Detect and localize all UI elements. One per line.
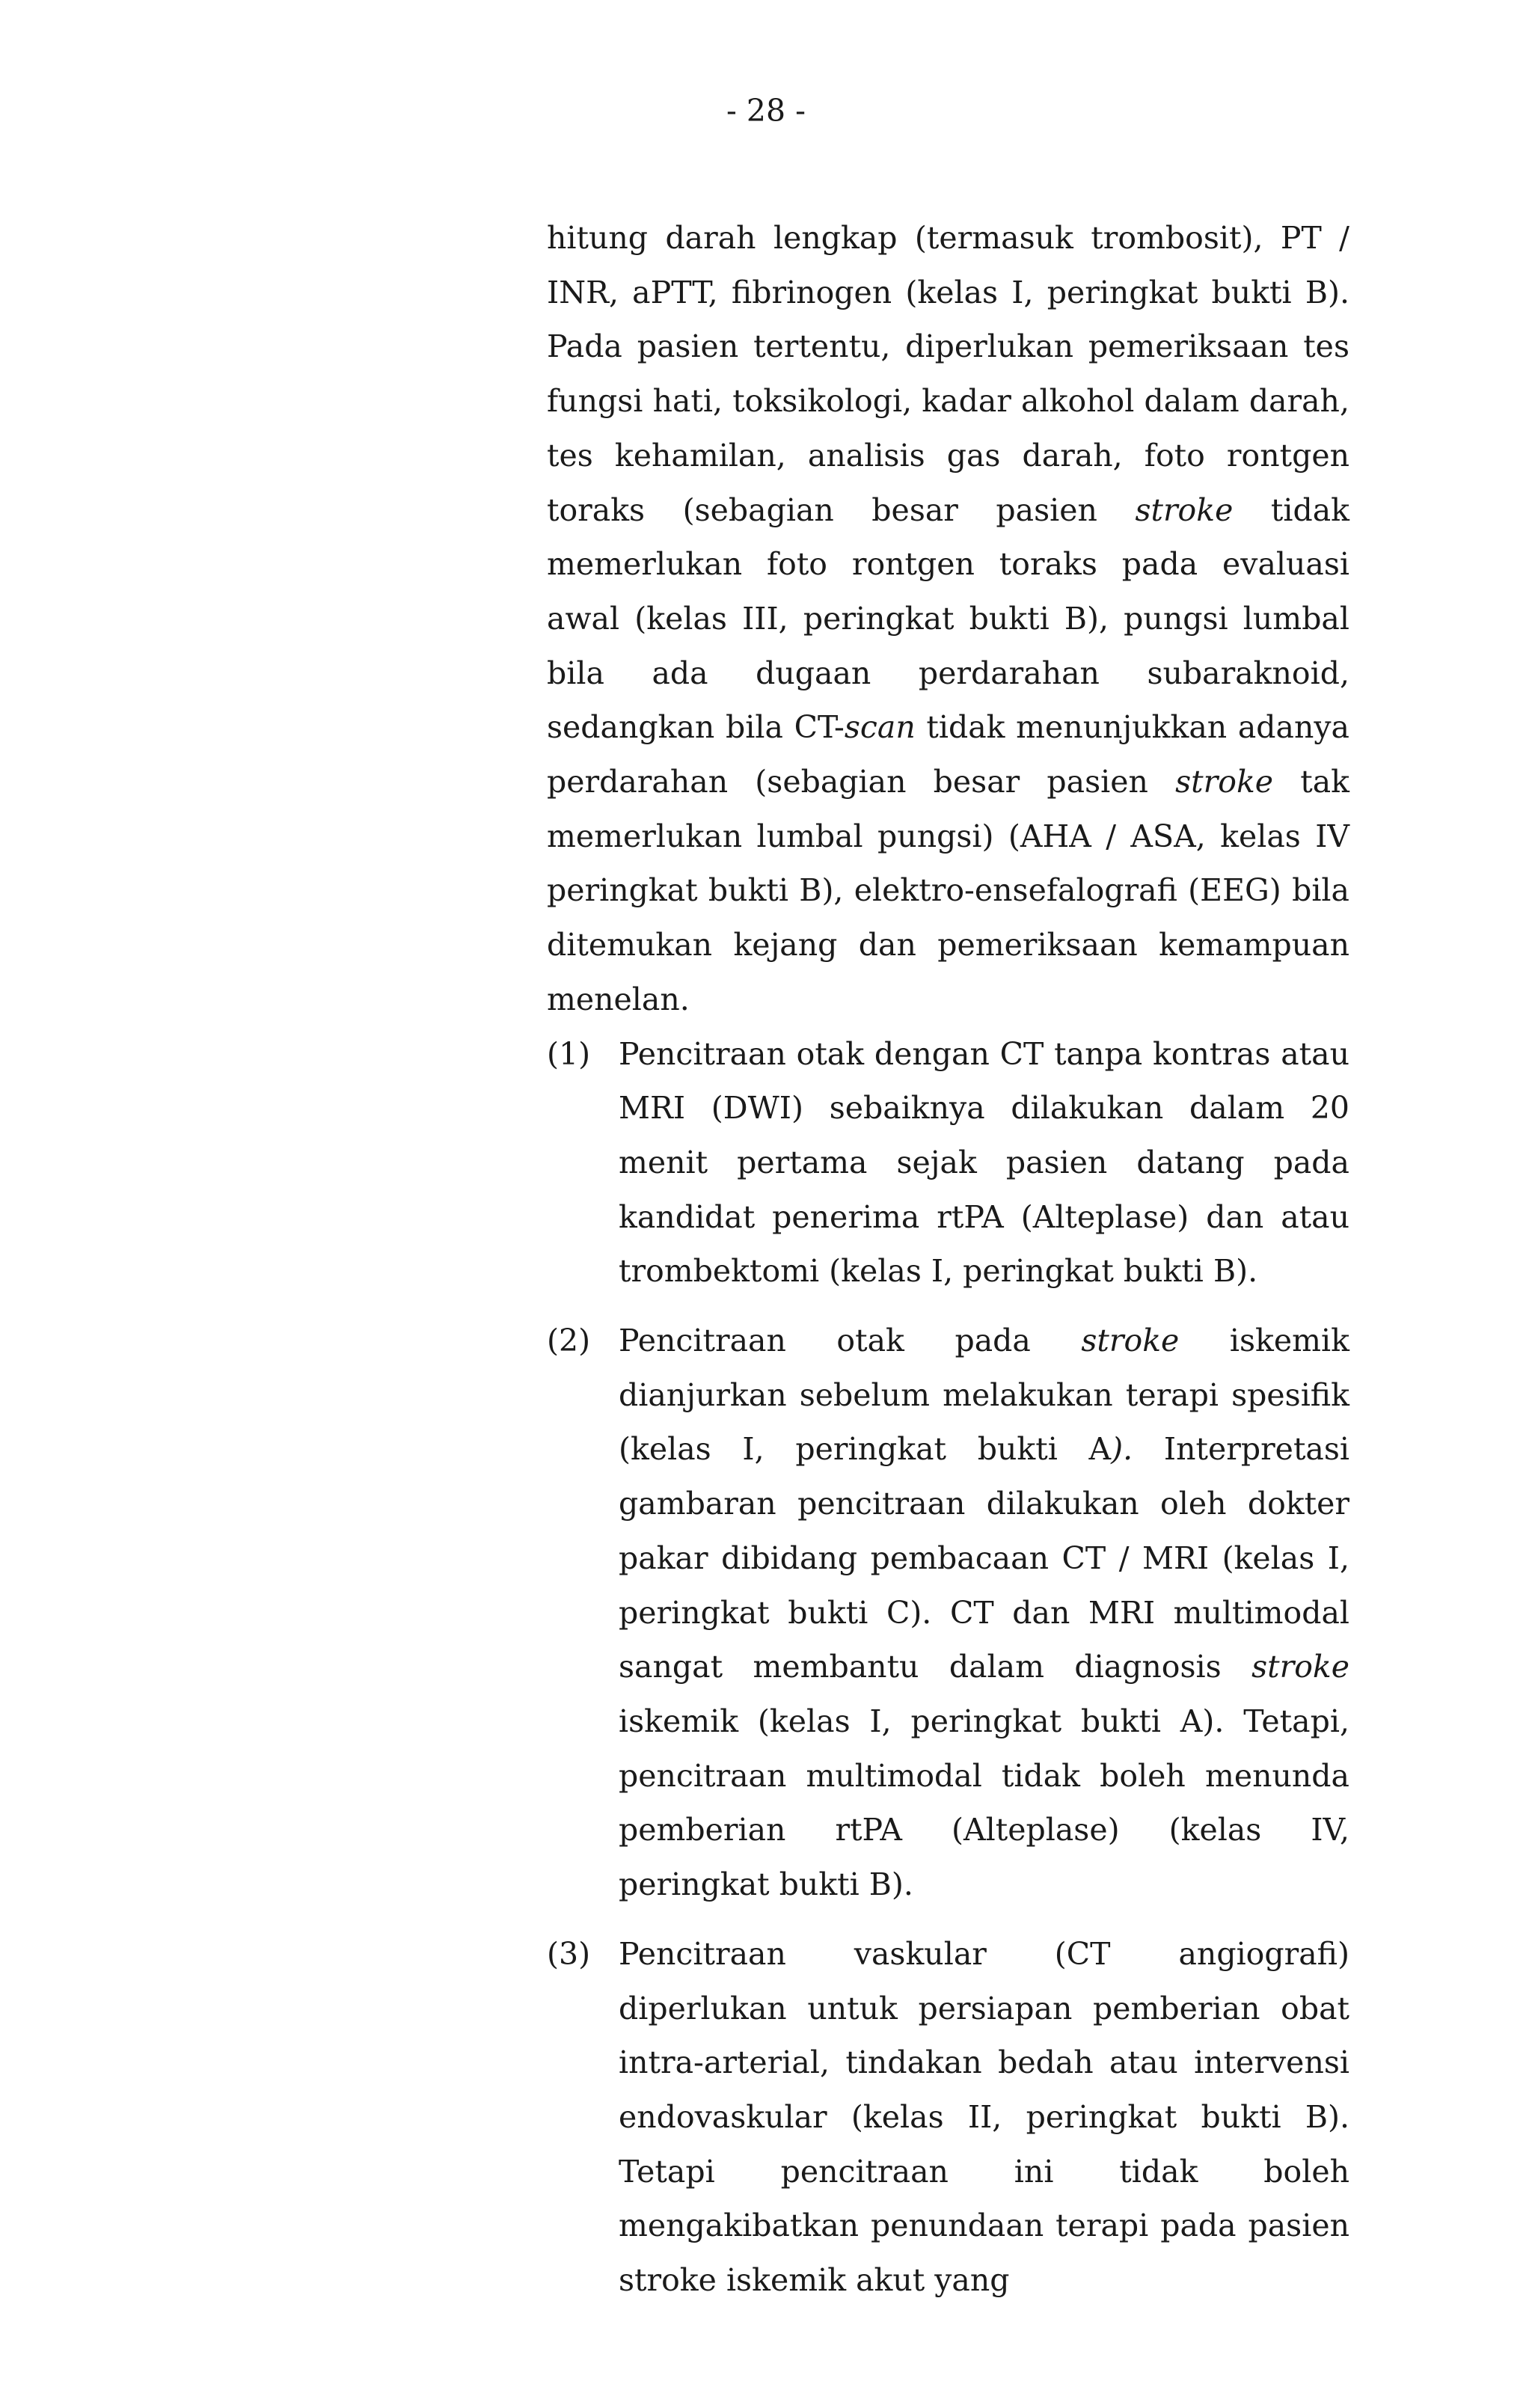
intro-emphasis-3: stroke [1175, 764, 1274, 800]
list-2-text-4: iskemik (kelas I, peringkat bukti A). Tetapi, pencitraan multimodal tidak boleh menunda pemberian rtPA (Alteplase) (kelas IV, peringkat bukti B). [619, 1703, 1349, 1903]
list-text-3 [619, 1927, 1349, 2308]
list-marker-3: (3) [547, 1935, 591, 1972]
list-item-3 [547, 1927, 1349, 2308]
list-marker-2: (2) [547, 1323, 591, 1359]
intro-text-2: tidak memerlukan foto rontgen toraks pada evaluasi awal (kelas III, peringkat bukti B), pungsi lumbal bila ada dugaan perdarahan subaraknoid, sedangkan bila CT- [547, 491, 1349, 746]
list-2-emphasis-2: ). [1111, 1431, 1133, 1468]
list-1-text-1: Pencitraan otak dengan CT tanpa kontras atau MRI (DWI) sebaiknya dilakukan dalam 20 menit pertama sejak pasien datang pada kandidat penerima rtPA (Alteplase) dan atau trombektomi (kelas I, peringkat bukti B). [619, 1035, 1349, 1290]
list-marker-1: (1) [547, 1035, 591, 1072]
intro-emphasis-2: scan [844, 709, 916, 746]
list-2-text-3: Interpretasi gambaran pencitraan dilakukan oleh dokter pakar dibidang pembacaan CT / MRI (kelas I, peringkat bukti C). CT dan MRI multimodal sangat membantu dalam diagnosis [619, 1431, 1350, 1685]
intro-emphasis-1: stroke [1135, 491, 1234, 528]
list-item-1 [547, 1027, 1349, 1299]
page-content [547, 211, 1349, 2323]
list-2-emphasis-1: stroke [1081, 1323, 1180, 1359]
intro-text-3: tidak menunjukkan adanya perdarahan (sebagian besar pasien [547, 709, 1350, 800]
list-item-2 [547, 1314, 1349, 1912]
list-text-1 [619, 1027, 1349, 1299]
intro-paragraph [547, 211, 1349, 1027]
intro-text-4: tak memerlukan lumbal pungsi) (AHA / ASA, kelas IV peringkat bukti B), elektro-ensefalografi (EEG) bila ditemukan kejang dan pemeriksaan kemampuan menelan. [547, 764, 1350, 1017]
list-2-emphasis-3: stroke [1251, 1649, 1349, 1685]
list-2-text-2: iskemik dianjurkan sebelum melakukan terapi spesifik (kelas I, peringkat bukti A [619, 1323, 1349, 1468]
page-number: - 28 - [726, 93, 806, 129]
list-3-text-1: Pencitraan vaskular (CT angiografi) diperlukan untuk persiapan pemberian obat intra-arterial, tindakan bedah atau intervensi endovaskular (kelas II, peringkat bukti B). Tetapi pencitraan ini tidak boleh mengakibatkan penundaan terapi pada pasien stroke iskemik akut yang [619, 1935, 1349, 2299]
list-text-2 [619, 1314, 1349, 1912]
list-2-text-1: Pencitraan otak pada [619, 1323, 1082, 1359]
intro-text-1: hitung darah lengkap (termasuk trombosit), PT / INR, aPTT, fibrinogen (kelas I, peringkat bukti B). Pada pasien tertentu, diperlukan pemeriksaan tes fungsi hati, toksikologi, kadar alkohol dalam darah, tes kehamilan, analisis gas darah, foto rontgen toraks (sebagian besar pasien [547, 220, 1349, 528]
